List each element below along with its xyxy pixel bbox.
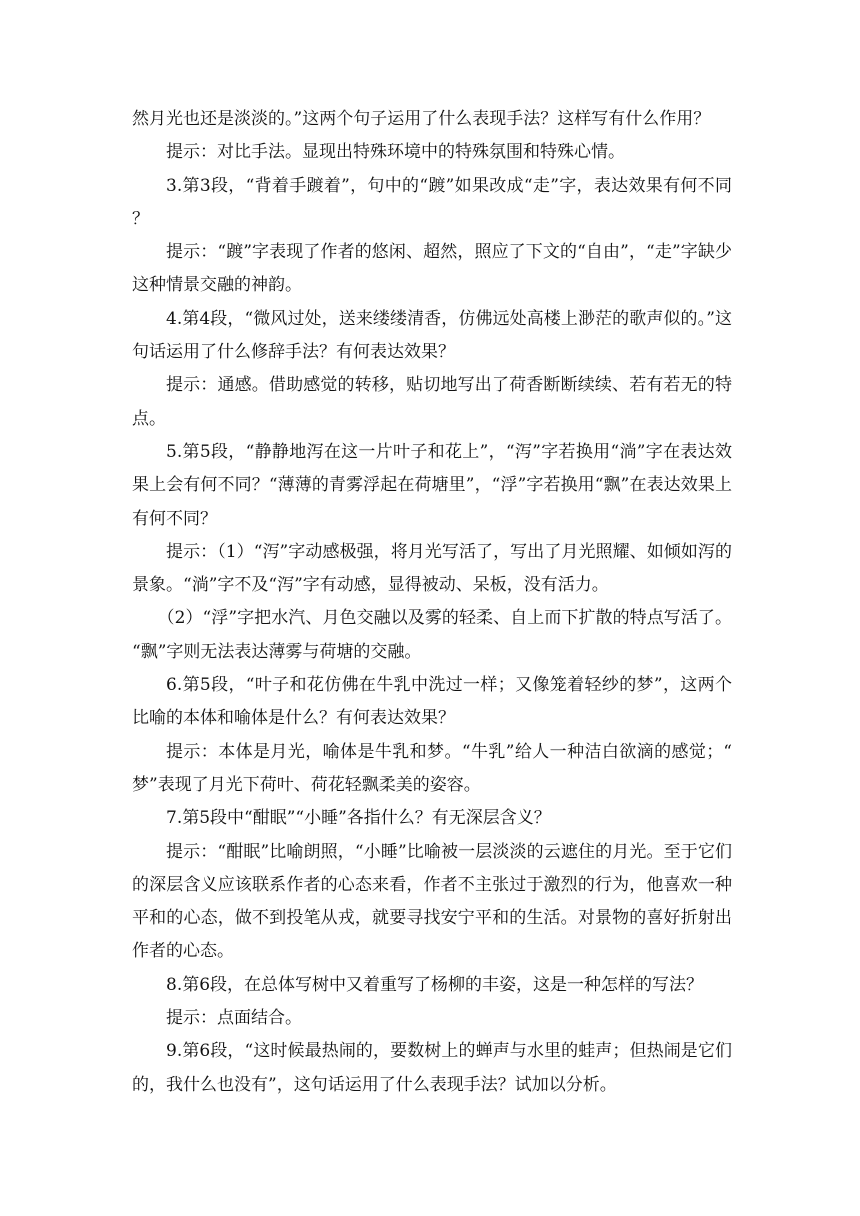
paragraph-question-9: 9.第6段，“这时候最热闹的，要数树上的蝉声与水里的蛙声；但热闹是它们的，我什么也没有”，这句话运用了什么表现手法？试加以分析。 bbox=[132, 1041, 732, 1095]
paragraph-question-5: 5.第5段，“静静地泻在这一片叶子和花上”，“泻”字若换用“淌”字在表达效果上会有何不同？“薄薄的青雾浮起在荷塘里”，“浮”字若换用“飘”在表达效果上有何不同？ bbox=[132, 441, 732, 529]
paragraph-continuation: 然月光也还是淡淡的。”这两个句子运用了什么表现手法？这样写有什么作用？ bbox=[132, 109, 711, 129]
paragraph-hint: 提示：“酣眠”比喻朗照，“小睡”比喻被一层淡淡的云遮住的月光。至于它们的深层含义应该联系作者的心态来看，作者不主张过于激烈的行为，他喜欢一种平和的心态，做不到投笔从戎，就要寻找安宁平和的生活。对景物的喜好折射出作者的心态。 bbox=[132, 841, 732, 962]
paragraph-question-7: 7.第5段中“酣眠”“小睡”各指什么？有无深层含义？ bbox=[166, 808, 551, 829]
paragraph-hint-part-2: （2）“浮”字把水汽、月色交融以及雾的轻柔、自上而下扩散的特点写活了。“飘”字则无法表达薄雾与荷塘的交融。 bbox=[132, 608, 732, 662]
paragraph-hint: 提示：对比手法。显现出特殊环境中的特殊氛围和特殊心情。 bbox=[166, 142, 625, 163]
paragraph-hint: 提示：本体是月光，喻体是牛乳和梦。“牛乳”给人一种洁白欲滴的感觉；“梦”表现了月光下荷叶、荷花轻飘柔美的姿容。 bbox=[132, 741, 732, 795]
paragraph-hint: 提示：（1）“泻”字动感极强，将月光写活了，写出了月光照耀、如倾如泻的景象。“淌”字不及“泻”字有动感，显得被动、呆板，没有活力。 bbox=[132, 541, 732, 596]
document-body bbox=[132, 103, 732, 1102]
paragraph-question-3: 3.第3段，“背着手踱着”，句中的“踱”如果改成“走”字，表达效果有何不同？ bbox=[132, 175, 732, 229]
paragraph-question-6: 6.第5段，“叶子和花仿佛在牛乳中洗过一样；又像笼着轻纱的梦”，这两个比喻的本体和喻体是什么？有何表达效果？ bbox=[132, 675, 732, 729]
paragraph-question-8: 8.第6段，在总体写树中又着重写了杨柳的丰姿，这是一种怎样的写法？ bbox=[166, 974, 704, 995]
paragraph-question-4: 4.第4段，“微风过处，送来缕缕清香，仿佛远处高楼上渺茫的歌声似的。”这句话运用了什么修辞手法？有何表达效果？ bbox=[132, 308, 732, 363]
paragraph-hint: 提示：点面结合。 bbox=[166, 1008, 302, 1029]
paragraph-hint: 提示：“踱”字表现了作者的悠闲、超然，照应了下文的“自由”，“走”字缺少这种情景交融的神韵。 bbox=[132, 242, 732, 296]
paragraph-hint: 提示：通感。借助感觉的转移，贴切地写出了荷香断断续续、若有若无的特点。 bbox=[132, 375, 732, 429]
